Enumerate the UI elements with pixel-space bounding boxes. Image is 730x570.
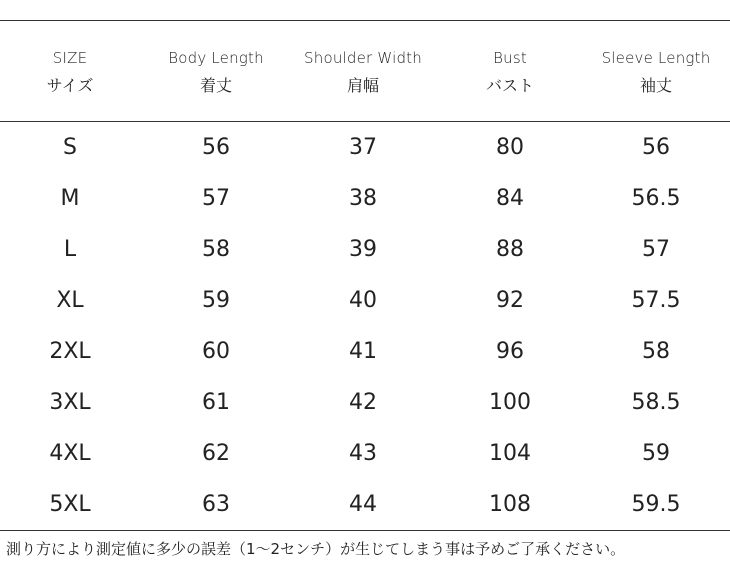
cell-size: 2XL	[49, 339, 91, 364]
header-body-length-ja: 着丈	[199, 76, 232, 95]
cell-body-length: 62	[202, 441, 230, 466]
cell-bust: 104	[489, 441, 531, 466]
cell-body-length: 60	[202, 339, 230, 364]
cell-shoulder-width: 38	[349, 186, 377, 211]
table-row	[0, 173, 730, 224]
cell-body-length: 59	[202, 288, 230, 313]
cell-body-length: 61	[202, 390, 230, 415]
table-row	[0, 377, 730, 428]
header-sleeve-length	[602, 22, 711, 120]
table-top-rule	[0, 20, 730, 21]
header-body-length-en: Body Length	[168, 49, 264, 67]
header-sleeve-length-en: Sleeve Length	[601, 49, 711, 67]
cell-size: M	[60, 186, 80, 211]
header-bust-ja: バスト	[485, 76, 535, 95]
header-size	[47, 22, 94, 120]
cell-sleeve-length: 58.5	[631, 390, 681, 415]
size-table-header	[0, 22, 730, 120]
header-shoulder-width	[304, 22, 422, 120]
cell-size: 4XL	[49, 441, 91, 466]
cell-bust: 108	[489, 492, 531, 517]
cell-sleeve-length: 59	[642, 441, 670, 466]
table-row	[0, 479, 730, 530]
cell-bust: 100	[489, 390, 531, 415]
cell-size: S	[63, 135, 77, 160]
header-bust	[486, 22, 534, 120]
table-row	[0, 428, 730, 479]
cell-body-length: 56	[202, 135, 230, 160]
cell-bust: 96	[496, 339, 524, 364]
cell-shoulder-width: 37	[349, 135, 377, 160]
cell-sleeve-length: 56.5	[631, 186, 681, 211]
cell-bust: 88	[496, 237, 524, 262]
cell-bust: 80	[496, 135, 524, 160]
cell-sleeve-length: 57.5	[631, 288, 681, 313]
header-shoulder-width-ja: 肩幅	[346, 76, 380, 95]
header-size-ja: サイズ	[46, 76, 94, 95]
cell-shoulder-width: 43	[349, 441, 377, 466]
table-row	[0, 275, 730, 326]
cell-body-length: 63	[202, 492, 230, 517]
cell-body-length: 57	[202, 186, 230, 211]
cell-bust: 92	[496, 288, 524, 313]
header-sleeve-length-ja: 袖丈	[639, 76, 672, 95]
cell-size: L	[63, 237, 77, 262]
header-shoulder-width-en: Shoulder Width	[304, 49, 422, 67]
cell-shoulder-width: 39	[349, 237, 377, 262]
cell-size: 5XL	[49, 492, 91, 517]
table-row	[0, 122, 730, 173]
header-body-length	[168, 22, 264, 120]
cell-size: XL	[56, 288, 84, 313]
table-bottom-rule	[0, 530, 730, 531]
cell-shoulder-width: 42	[349, 390, 377, 415]
cell-sleeve-length: 56	[642, 135, 670, 160]
table-row	[0, 326, 730, 377]
cell-body-length: 58	[202, 237, 230, 262]
measurement-note: 測り方により測定値に多少の誤差（1～2センチ）が生じてしまう事は予めご了承ください。	[6, 540, 626, 558]
cell-shoulder-width: 40	[349, 288, 377, 313]
table-row	[0, 224, 730, 275]
cell-sleeve-length: 59.5	[631, 492, 681, 517]
header-size-en: SIZE	[52, 49, 88, 67]
cell-sleeve-length: 58	[642, 339, 670, 364]
cell-shoulder-width: 44	[349, 492, 377, 517]
cell-size: 3XL	[49, 390, 91, 415]
cell-bust: 84	[496, 186, 524, 211]
header-bust-en: Bust	[493, 49, 527, 67]
cell-sleeve-length: 57	[642, 237, 670, 262]
cell-shoulder-width: 41	[349, 339, 377, 364]
